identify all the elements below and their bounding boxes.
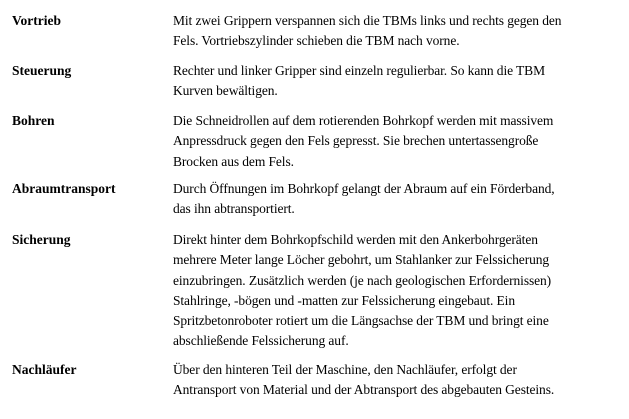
term-description: [173, 61, 623, 102]
description-line: Kurven bewältigen.: [173, 83, 278, 99]
description-line: Über den hinteren Teil der Maschine, den Nachläufer, erfolgt der: [173, 362, 517, 377]
description-line: Antransport von Material und der Abtransport des abgebauten Gesteins.: [173, 382, 555, 398]
term-description: [173, 230, 623, 352]
description-line: Brocken aus dem Fels.: [173, 153, 294, 169]
term-description: [173, 111, 623, 172]
term-description: [173, 11, 623, 52]
term-label: Vortrieb: [12, 13, 61, 28]
description-line: abschließende Felssicherung auf.: [173, 333, 349, 349]
description-line: Anpressdruck gegen den Fels gepresst. Sie brechen untertassengroße: [173, 133, 539, 149]
term-label: Nachläufer: [12, 362, 77, 377]
term-label: Steuerung: [12, 63, 72, 78]
description-line: Direkt hinter dem Bohrkopfschild werden mit den Ankerbohrgeräten: [173, 232, 538, 247]
description-line: Durch Öffnungen im Bohrkopf gelangt der Abraum auf ein Förderband,: [173, 181, 555, 196]
description-line: einzubringen. Zusätzlich werden (je nach geologischen Erfordernissen): [173, 272, 552, 288]
description-line: Die Schneidrollen auf dem rotierenden Bohrkopf werden mit massivem: [173, 113, 554, 128]
description-line: Spritzbetonroboter rotiert um die Längsachse der TBM und bringt eine: [173, 313, 549, 329]
term-label: Abraumtransport: [12, 181, 116, 196]
description-line: mehrere Meter lange Löcher gebohrt, um Stahlanker zur Felssicherung: [173, 252, 550, 268]
term-description: [173, 360, 623, 401]
term-label: Bohren: [12, 113, 55, 128]
description-line: Stahlringe, -bögen und -matten zur Felssicherung eingebaut. Ein: [173, 292, 515, 308]
description-line: Rechter und linker Gripper sind einzeln regulierbar. So kann die TBM: [173, 63, 545, 78]
description-line: Mit zwei Grippern verspannen sich die TBMs links und rechts gegen den: [173, 13, 562, 28]
term-description: [173, 179, 623, 220]
description-line: Fels. Vortriebszylinder schieben die TBM nach vorne.: [173, 33, 460, 49]
term-label: Sicherung: [12, 232, 71, 247]
description-line: das ihn abtransportiert.: [173, 201, 295, 217]
